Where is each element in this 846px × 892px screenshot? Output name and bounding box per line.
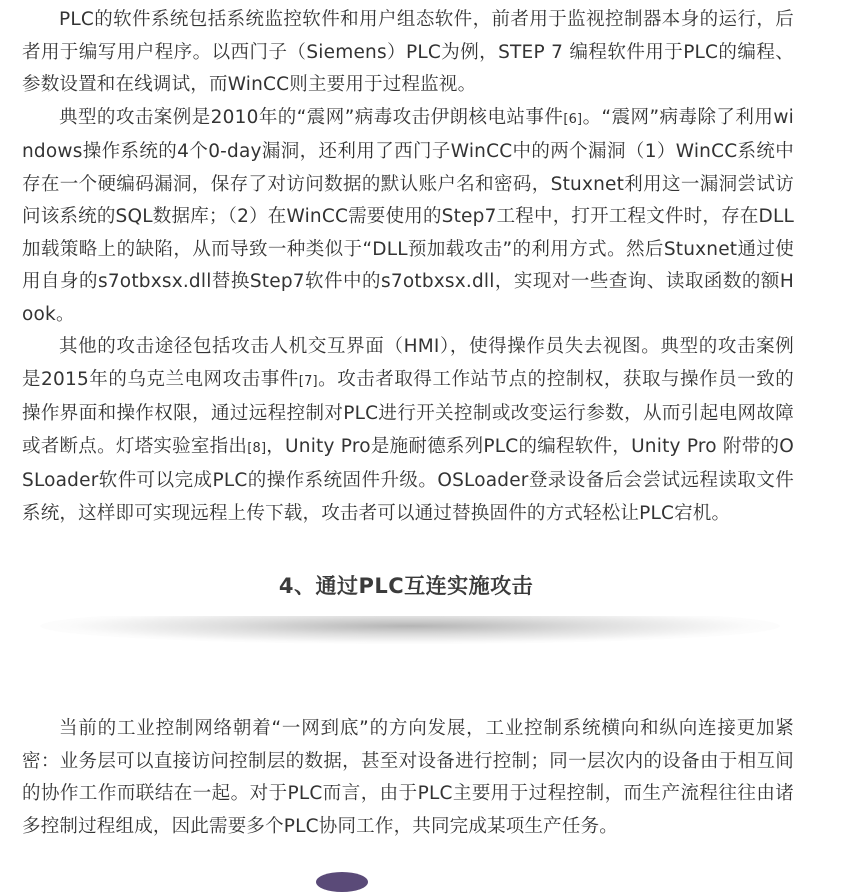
paragraph-text: 其他的攻击途径包括攻击人机交互界面（HMI），使得操作员失去视图。典型的攻击案例是2015年的乌克兰电网攻击事件: [22, 336, 794, 390]
paragraph-text: ，Unity Pro是施耐德系列PLC的编程软件，Unity Pro 附带的OSLoader软件可以完成PLC的操作系统固件升级。OSLoader登录设备后会尝试远程读取文件系统，这样即可实现远程上传下载，攻击者可以通过替换固件的方式轻松让PLC宕机。: [22, 435, 794, 524]
paragraph-text: 典型的攻击案例是2010年的“震网”病毒攻击伊朗核电站事件: [59, 106, 564, 128]
heading-divider-mask: [40, 604, 780, 616]
paragraph-text: 。攻击者取得工作站节点的控制权，获取与操作员一致的操作界面和操作权限，通过远程控制对PLC进行开关控制或改变运行参数，从而引起电网故障或者断点。灯塔实验室指出: [22, 368, 794, 457]
citation-ref[interactable]: [7]: [298, 373, 318, 389]
paragraph-text: 。“震网”病毒除了利用windows操作系统的4个0-day漏洞，还利用了西门子WinCC中的两个漏洞（1）WinCC系统中存在一个硬编码漏洞，保存了对访问数据的默认账户名和密码，Stuxnet利用这一漏洞尝试访问该系统的SQL数据库；（2）在WinCC需要使用的Step7工程中，打开工程文件时，存在DLL加载策略上的缺陷，从而导致一种类似于“DLL预加载攻击”的利用方式。然后Stuxnet通过使用自身的s7otbxsx.dll替换Step7软件中的s7otbxsx.dll，实现对一些查询、读取函数的额Hook。: [22, 106, 794, 325]
citation-ref[interactable]: [8]: [247, 440, 267, 456]
paragraph-plc-software: [22, 0, 794, 102]
article-body: [22, 0, 794, 530]
paragraph-hmi-attack: [22, 331, 794, 530]
citation-ref[interactable]: [6]: [563, 111, 583, 127]
paragraph-plc-interconnect: 当前的工业控制网络朝着“一网到底”的方向发展，工业控制系统横向和纵向连接更加紧密：业务层可以直接访问控制层的数据，甚至对设备进行控制；同一层次内的设备由于相互间的协作工作而联结在一起。对于PLC而言，由于PLC主要用于过程控制，而生产流程往往由诸多控制过程组成，因此需要多个PLC协同工作，共同完成某项生产任务。: [22, 718, 794, 837]
figure-image-top: [316, 872, 368, 892]
paragraph-stuxnet: [22, 102, 794, 332]
paragraph-text: PLC的软件系统包括系统监控软件和用户组态软件，前者用于监视控制器本身的运行，后者用于编写用户程序。以西门子（Siemens）PLC为例，STEP 7 编程软件用于PLC的编程、参数设置和在线调试，而WinCC则主要用于过程监视。: [22, 9, 794, 95]
section-heading: 4、通过PLC互连实施攻击: [278, 574, 534, 598]
